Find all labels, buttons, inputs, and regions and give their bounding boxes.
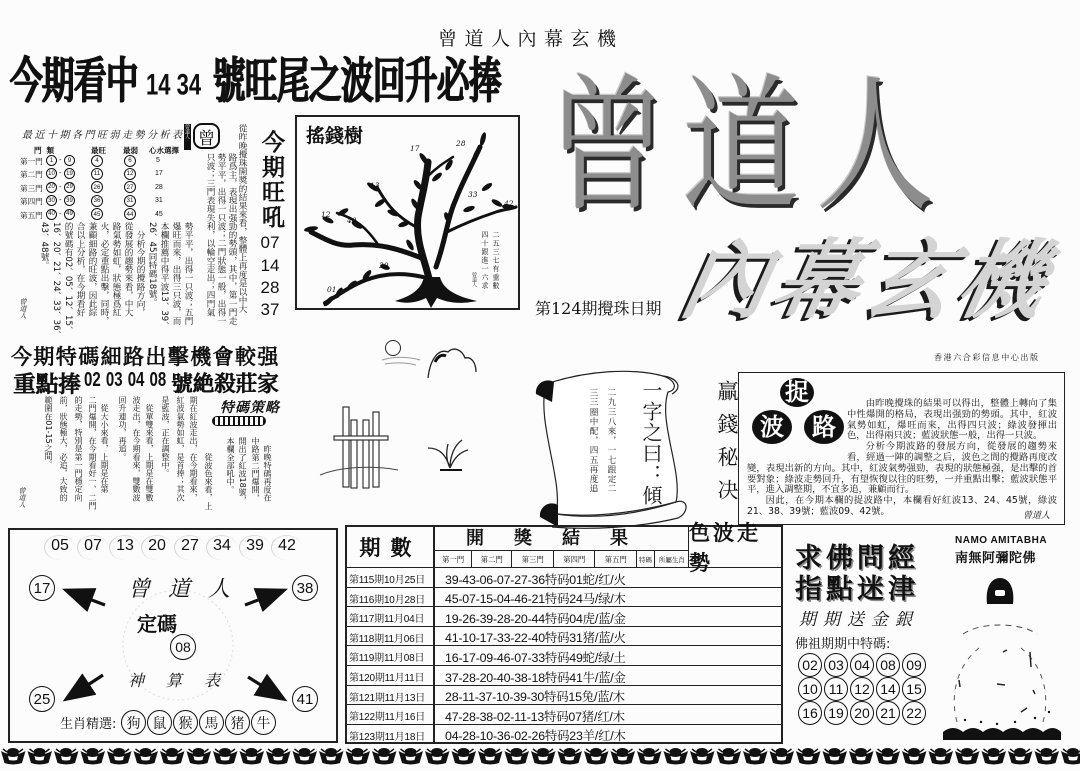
strategy-badge-decoration [212, 416, 266, 426]
range-to: 39 [64, 195, 75, 206]
analysis-column: 從昨晚攪珠開獎的結果來看，整體上再度是以中大 [237, 124, 247, 314]
analysis-column: 43、48號。 [39, 222, 49, 270]
fixed-top-number: 07 [80, 537, 106, 555]
brand-subtitle: 內幕玄機 [667, 231, 1080, 331]
brand-title: 曾道人 [548, 59, 951, 232]
subheader-special: 特碼 [637, 551, 655, 568]
zodiac-pig: 猪 [225, 710, 250, 735]
buddha-icon [935, 572, 1065, 744]
fixed-top-number: 27 [177, 537, 203, 555]
fixed-top-number: 39 [242, 537, 268, 555]
buddha-number: 04 [850, 653, 874, 677]
results-subheader [435, 550, 689, 568]
range-separator: - [59, 182, 62, 191]
table-row [347, 724, 781, 742]
table-row [347, 606, 781, 626]
headline-prefix: 今期看中 [10, 52, 139, 110]
wave-paragraph: 分析今期波路的發展方向，從發展的趨勢來看，經過一陣的調整之后，波色之間的攪路再度改變，表現出新的方向。其中，紅波氣勢强勁，表現的狀態極强，是出擊的首要對象；綠波走勢回升，有望恢復以往的旺勢，一并重點出擊；藍波狀態平平，進入調整期，不宜多追，兼顧而行。 [747, 441, 1057, 496]
special-numbers: 02 03 04 08 [84, 368, 167, 392]
tree-number: 20 [379, 261, 389, 270]
range-from: 10 [46, 168, 57, 179]
analysis-column: 路爲主，表現出强勁的勢頭，其中，第一門走 [227, 153, 237, 325]
door-label: 第一門 [20, 157, 43, 166]
buddha-number: 14 [876, 677, 900, 701]
zodiac-dog: 狗 [121, 710, 146, 735]
wave-path-box [738, 372, 1065, 525]
buddha-number: 15 [902, 677, 926, 701]
trend-header: 色波走勢 [688, 527, 782, 567]
buddha-number: 16 [798, 701, 822, 725]
table-row [347, 704, 781, 724]
hot-number: 36 [91, 195, 103, 207]
strategy-column: 波走出，在今期看來，雙數波 [132, 396, 142, 502]
table-row [347, 645, 781, 665]
range-to: 29 [64, 182, 75, 193]
buddha-line1: 求佛問經 [795, 543, 919, 574]
buddha-line3: 期期送金銀 [799, 610, 919, 630]
subheader-door4: 第四門 [554, 551, 595, 568]
badge-capture: 捉 [780, 378, 814, 407]
buddha-number: 10 [798, 677, 822, 701]
strategy-column: 範圍在01-15之間。 [44, 396, 54, 469]
buddha-number: 03 [824, 653, 848, 677]
fixed-code-label: 定碼 [137, 612, 177, 636]
result-cell: 28-11-37-10-39-30特码15兔/蓝/木 [445, 690, 625, 705]
range-from: 30 [46, 195, 57, 206]
analysis-column: 合以上分析，在今期看好 [75, 222, 85, 317]
strategy-column: 的走勢，特別是第一門穩定向 [74, 396, 84, 502]
result-cell: 04-28-10-36-02-26特码23羊/红/木 [445, 729, 626, 744]
special-prefix: 重點捧 [13, 372, 81, 398]
tree-number: 42 [504, 199, 514, 208]
cold-number: 12 [124, 168, 136, 180]
range-to: 9 [64, 155, 75, 166]
range-from: 40 [46, 209, 57, 220]
subheader-door1: 第一門 [435, 551, 472, 568]
strategy-column: 從單雙來看，上期是在雙數 [145, 396, 155, 502]
subheader-door2: 第二門 [472, 551, 512, 568]
strategy-column: 回升連功，再追。 [118, 396, 128, 461]
cold-number: 44 [124, 208, 136, 220]
analysis-column: 兼顧細路的旺波，因此綜 [87, 222, 97, 317]
strategy-column: 開出了紅波18號， [238, 437, 248, 504]
buddha-label: 佛祖期期中特碼: [795, 637, 891, 652]
subheader-door3: 第三門 [512, 551, 554, 568]
analysis-column: 爆旺而來，出得三只波，而 [171, 222, 181, 326]
hot-number: 45 [91, 208, 103, 220]
badge-path: 路 [804, 410, 844, 444]
door-label: 第五門 [20, 210, 43, 220]
period-cell: 第119期11月08日 [349, 653, 425, 665]
gold-ingot-border-icon [0, 745, 1080, 767]
tree-poem-line: 四十跟進一六求 [481, 231, 489, 291]
badge-wave: 波 [752, 410, 792, 444]
pick-number: 5 [156, 157, 160, 164]
fixed-top-number: 34 [209, 537, 235, 555]
period-cell: 第120期11月11日 [349, 673, 425, 684]
range-from: 20 [46, 182, 57, 193]
pick-number: 45 [155, 210, 163, 218]
cold-number: 6 [124, 155, 136, 167]
subheader-zodiac: 所屬生肖 [658, 556, 685, 564]
tree-number: 17 [410, 144, 420, 153]
table-row [347, 567, 781, 587]
issue-label: 第124期攪珠日期 [535, 299, 662, 318]
result-cell: 45-07-15-04-46-21特码24马/绿/木 [445, 592, 626, 607]
result-cell: 41-10-17-33-22-40特码31猪/蓝/火 [445, 631, 626, 646]
result-cell: 19-26-39-28-20-44特码04虎/蓝/金 [445, 611, 626, 626]
hot-number: 11 [91, 168, 103, 180]
results-title: 開獎結果 [466, 528, 658, 549]
corner-number-bottom-right: 41 [292, 686, 318, 712]
tree-number: 12 [321, 210, 331, 219]
analysis-column: 本欄推薦中得平波13、39、 [159, 222, 169, 330]
fixed-code-calligraphy: 曾道人 [128, 577, 249, 602]
tree-number: 01 [327, 285, 337, 294]
masthead-title: 曾道人內幕玄機 [438, 28, 624, 50]
analysis-column: 路氣勢如虹，狀態極爲紅 [111, 222, 121, 317]
hot-number: 4 [91, 155, 103, 167]
door-table-header: 心水選擇 [149, 146, 179, 155]
signature: 曾道人 [19, 298, 27, 319]
hot-pick-number: 37 [260, 300, 280, 319]
strategy-column: 中路第二門爆開， [251, 437, 261, 502]
result-cell: 16-17-09-46-07-33特码49蛇/绿/土 [445, 650, 626, 665]
range-separator: - [59, 209, 62, 218]
strategy-column: 從大小來看，上期是在第 [100, 396, 110, 494]
signature: 曾道人 [1022, 511, 1050, 522]
cold-number: 31 [124, 195, 136, 207]
analysis-column: 勢平平，出得一只波；二門狀態一般，出得一 [216, 153, 226, 325]
fixed-top-number: 42 [274, 537, 300, 555]
buddha-number: 19 [824, 701, 848, 725]
fixed-top-number: 13 [112, 537, 138, 555]
tree-seal: 曾道人 [471, 272, 477, 287]
scroll-verse-line: 二九三八來，一七跟定二 [606, 388, 616, 494]
wave-path-badges [747, 378, 847, 455]
door-label: 第四門 [20, 197, 43, 207]
side-title: 贏錢秘决 [715, 380, 739, 512]
corner-number-top-left: 17 [29, 575, 55, 601]
seal-label: 曾道人 [184, 124, 191, 150]
period-cell: 第121期11月13日 [349, 692, 425, 704]
table-row [347, 626, 781, 646]
period-cell: 第122期11月16日 [349, 712, 425, 724]
analysis-column: 勢平平，出得一只波；五門 [183, 222, 193, 326]
special-suffix: 號絶殺莊家 [171, 372, 279, 397]
analysis-column: 26、45同特碼18號。 [147, 222, 157, 307]
period-cell: 第123期11月18日 [349, 731, 425, 743]
range-to: 19 [64, 168, 75, 179]
namo-english: NAMO AMITABHA [955, 535, 1048, 546]
range-from: 1 [46, 155, 57, 166]
results-table [345, 521, 783, 744]
buddha-number: 20 [850, 701, 874, 725]
result-cell: 37-28-20-40-38-18特码41牛/蓝/金 [445, 670, 626, 685]
door-table-header: 門類 [34, 146, 59, 155]
analysis-column: 分析今期的攪路方向， [135, 222, 145, 317]
zodiac-monkey: 猴 [173, 710, 198, 735]
strategy-column: 紅波氣勢如虹，是首捧；其次 [176, 396, 186, 502]
fixed-code-caption: 神算表 [128, 671, 243, 690]
scroll-heading: 一字之曰：傾 [639, 380, 663, 506]
fixed-top-number: 20 [144, 537, 170, 555]
analysis-column: 的號碼有02、05、12、15、 [63, 222, 73, 335]
range-separator: - [59, 156, 62, 164]
door-table-title: 最近十期各門旺弱走勢分析表 [22, 130, 185, 141]
signature: 曾道人 [18, 487, 26, 508]
hot-number: 26 [91, 181, 103, 193]
period-cell: 第117期11月04日 [349, 614, 425, 626]
headline-suffix: 號旺尾之波回升必捧 [213, 52, 502, 110]
strategy-badge: 特碼策略 [220, 400, 280, 416]
subheader-door5: 第五門 [595, 551, 637, 568]
tree-number: 40 [347, 216, 357, 225]
pick-number: 17 [155, 170, 163, 178]
buddha-number: 21 [876, 701, 900, 725]
buddha-number: 11 [824, 677, 848, 701]
analysis-column: 從發展的趨勢來看，中大 [123, 222, 133, 317]
scroll-verse-line: 三三圈中配，四五再度追 [588, 388, 598, 494]
tree-number: 33 [468, 190, 478, 199]
table-row [347, 587, 781, 607]
pick-number: 31 [155, 197, 163, 205]
namo-chinese: 南無阿彌陀佛 [955, 551, 1037, 566]
zodiac-label: 生肖精選: [60, 717, 117, 732]
door-table-row [0, 195, 190, 208]
hot-pick-title: 今期旺吼 [258, 130, 285, 230]
fixed-code-number: 08 [170, 634, 196, 660]
door-table-row [0, 209, 190, 222]
seal-char: 曾 [198, 128, 215, 149]
strategy-column: 昨晚特碼再度在 [263, 445, 273, 502]
period-cell: 第116期10月28日 [349, 594, 425, 606]
strategy-column: 本欄全部吼中。 [226, 437, 236, 494]
range-separator: - [59, 196, 62, 205]
zodiac-rat: 鼠 [147, 710, 172, 735]
buddha-number: 02 [798, 653, 822, 677]
seal-stamp-icon [193, 123, 220, 149]
buddha-number: 12 [850, 677, 874, 701]
publisher: 香港六合彩信息中心出版 [934, 353, 1040, 362]
hot-pick-number: 14 [260, 256, 280, 275]
period-header: 期數 [359, 535, 422, 560]
hot-pick-number: 07 [260, 233, 280, 252]
money-tree-title: 搖錢樹 [306, 125, 364, 147]
landscape-illustration-icon [290, 330, 535, 525]
door-label: 第二門 [20, 170, 43, 180]
period-cell: 第115期10月25日 [349, 575, 425, 586]
cold-number: 27 [124, 181, 136, 193]
strategy-column: 前，狀態極大，必追，大致的 [59, 396, 69, 502]
door-table-header: 最弱 [123, 146, 138, 155]
strategy-column: 是藍波，正在調整中。 [161, 396, 171, 477]
hot-pick-number: 28 [260, 278, 280, 297]
wave-paragraph: 由昨晚攪珠的結果可以得出，整體上轉向了集中性爆開的格局，表現出强勁的勢頭。其中，紅波氣勢如虹，爆旺而來，出得四只波；綠波發揮出色，出得兩只波；藍波狀態一般，出得一只波。 [847, 398, 1057, 442]
buddha-number: 08 [876, 653, 900, 677]
door-table-row [0, 182, 190, 195]
period-cell: 第118期11月06日 [349, 633, 425, 645]
analysis-column: 火，必定重點出擊，同時， [99, 222, 109, 326]
headline-numbers: 14 34 [146, 67, 202, 102]
strategy-column: 從波色來看，上 [204, 445, 214, 510]
table-row [347, 665, 781, 685]
range-separator: - [59, 169, 62, 178]
buddha-line2: 指點迷津 [795, 574, 919, 605]
result-cell: 39-43-06-07-27-36特码01蛇/红/火 [445, 572, 626, 587]
wave-paragraph: 因此，在今期本欄的捉波路中，本欄看好紅波13、24、45號，綠波21、38、39號；藍波09、42號。 [747, 495, 1057, 517]
door-table-row [0, 155, 190, 168]
strategy-column: 二門爆開，在今期看好一、二門 [88, 396, 98, 510]
tree-number: 28 [456, 139, 466, 148]
door-label: 第三門 [20, 183, 43, 193]
zodiac-horse: 馬 [199, 710, 224, 735]
tree-poem-line: 二五三七有重數 [492, 231, 500, 291]
door-table-header: 最旺 [91, 146, 106, 155]
analysis-column: 16、20、21、24、33、36、 [51, 222, 61, 340]
buddha-number: 09 [902, 653, 926, 677]
result-cell: 47-28-38-02-11-13特码07猪/红/木 [445, 709, 625, 724]
zodiac-ox: 牛 [251, 710, 276, 735]
range-to: 49 [64, 209, 75, 220]
fixed-top-number: 05 [47, 537, 73, 555]
door-table-row [0, 168, 190, 181]
table-row [347, 685, 781, 705]
corner-number-bottom-left: 25 [29, 686, 55, 712]
corner-number-top-right: 38 [292, 575, 318, 601]
analysis-column: 只波；三門表現失利，以輪空走出；四門氣 [205, 153, 215, 317]
strategy-column: 期在紅波走出，在今期看來， [189, 396, 199, 502]
tree-number: 13 [370, 181, 380, 190]
pick-number: 28 [155, 183, 163, 191]
buddha-number: 22 [902, 701, 926, 725]
special-headline: 今期特碼細路出擊機會較强 [11, 345, 280, 369]
